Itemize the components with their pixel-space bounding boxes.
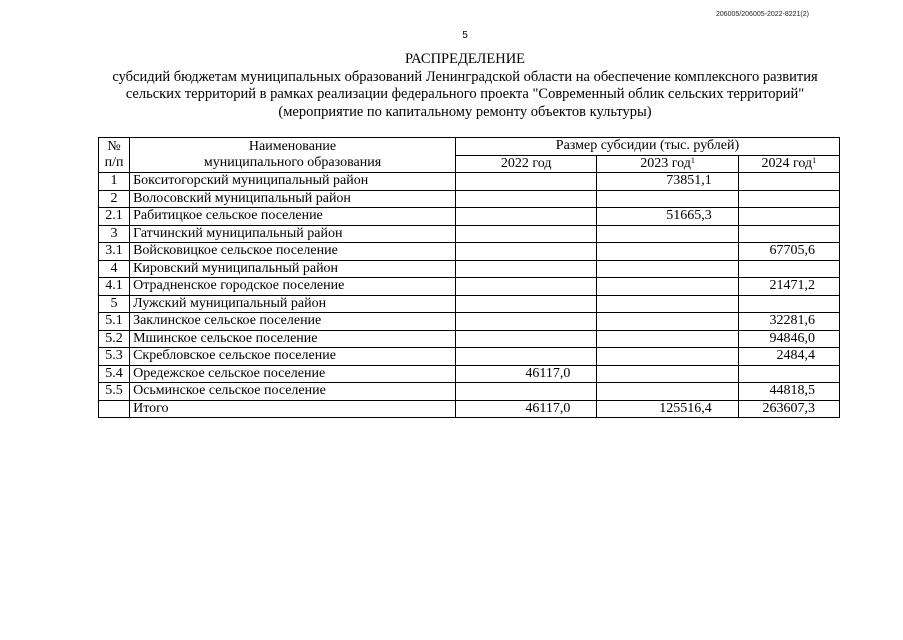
row-number: 4 xyxy=(99,260,130,278)
value-2023 xyxy=(597,260,738,278)
subtitle-line-3: (мероприятие по капитальному ремонту объектов культуры) xyxy=(278,103,652,120)
value-2022 xyxy=(455,225,596,243)
subsidy-table xyxy=(98,137,840,418)
table-row xyxy=(99,260,840,278)
table-row xyxy=(99,190,840,208)
value-2024: 44818,5 xyxy=(738,383,839,401)
value-2023 xyxy=(597,348,738,366)
row-name: Гатчинский муниципальный район xyxy=(130,225,456,243)
header-number xyxy=(99,138,130,173)
row-number: 5 xyxy=(99,295,130,313)
row-name: Оредежское сельское поселение xyxy=(130,365,456,383)
value-2024 xyxy=(738,173,839,191)
header-year-label: 2022 год xyxy=(500,155,552,171)
value-2022 xyxy=(455,243,596,261)
subtitle-line-1: субсидий бюджетам муниципальных образований Ленинградской области на обеспечение комплексного развития xyxy=(112,68,818,85)
header-number-line1: № xyxy=(107,139,121,154)
row-number: 2.1 xyxy=(99,208,130,226)
row-number: 4.1 xyxy=(99,278,130,296)
value-2023 xyxy=(597,295,738,313)
header-name-line1: Наименование xyxy=(248,139,337,154)
table-row xyxy=(99,348,840,366)
total-row xyxy=(99,400,840,418)
value-2023 xyxy=(597,383,738,401)
document-code: 206005/206005-2022-8221(2) xyxy=(715,11,809,18)
value-2024 xyxy=(738,365,839,383)
row-number: 2 xyxy=(99,190,130,208)
row-number: 5.2 xyxy=(99,330,130,348)
table-row xyxy=(99,173,840,191)
value-2024 xyxy=(738,190,839,208)
footnote-mark: 1 xyxy=(812,155,817,165)
table-row xyxy=(99,243,840,261)
value-2024: 263607,3 xyxy=(738,400,839,418)
value-2022 xyxy=(455,190,596,208)
header-year-label: 2023 год xyxy=(640,155,691,171)
value-2023 xyxy=(597,225,738,243)
value-2022 xyxy=(455,383,596,401)
table-row xyxy=(99,295,840,313)
row-number: 5.1 xyxy=(99,313,130,331)
value-2022 xyxy=(455,260,596,278)
row-name: Лужский муниципальный район xyxy=(130,295,456,313)
row-name: Итого xyxy=(130,400,456,418)
row-number: 5.3 xyxy=(99,348,130,366)
value-2024: 67705,6 xyxy=(738,243,839,261)
value-2024 xyxy=(738,260,839,278)
value-2023: 73851,1 xyxy=(597,173,738,191)
value-2023 xyxy=(597,330,738,348)
value-2023 xyxy=(597,278,738,296)
value-2023: 51665,3 xyxy=(597,208,738,226)
value-2024: 32281,6 xyxy=(738,313,839,331)
value-2022: 46117,0 xyxy=(455,365,596,383)
value-2022 xyxy=(455,348,596,366)
table-row xyxy=(99,225,840,243)
table-row xyxy=(99,330,840,348)
header-subsidy: Размер субсидии (тыс. рублей) xyxy=(455,138,839,156)
row-number: 1 xyxy=(99,173,130,191)
row-name: Заклинское сельское поселение xyxy=(130,313,456,331)
value-2024 xyxy=(738,295,839,313)
header-name xyxy=(130,138,456,173)
value-2024: 2484,4 xyxy=(738,348,839,366)
row-number: 5.5 xyxy=(99,383,130,401)
row-name: Скребловское сельское поселение xyxy=(130,348,456,366)
row-name: Мшинское сельское поселение xyxy=(130,330,456,348)
page-number: 5 xyxy=(462,30,468,41)
value-2023 xyxy=(597,190,738,208)
value-2023: 125516,4 xyxy=(597,400,738,418)
table-body xyxy=(99,173,840,418)
header-year-2022 xyxy=(455,155,596,173)
header-name-line2: муниципального образования xyxy=(203,155,382,170)
header-year-label: 2024 год xyxy=(761,155,813,171)
header-year-2023 xyxy=(597,155,738,173)
row-name: Отрадненское городское поселение xyxy=(130,278,456,296)
value-2023 xyxy=(597,313,738,331)
footnote-mark: 1 xyxy=(690,155,695,165)
table-row xyxy=(99,383,840,401)
value-2024 xyxy=(738,208,839,226)
row-name: Волосовский муниципальный район xyxy=(130,190,456,208)
table-row xyxy=(99,278,840,296)
row-number: 3.1 xyxy=(99,243,130,261)
value-2024 xyxy=(738,225,839,243)
document-heading xyxy=(90,51,840,121)
row-number xyxy=(99,400,130,418)
row-name: Войсковицкое сельское поселение xyxy=(130,243,456,261)
table-header-row xyxy=(99,138,840,156)
value-2022 xyxy=(455,295,596,313)
value-2023 xyxy=(597,243,738,261)
value-2023 xyxy=(597,365,738,383)
value-2024: 94846,0 xyxy=(738,330,839,348)
row-number: 5.4 xyxy=(99,365,130,383)
header-number-line2: п/п xyxy=(104,155,124,170)
row-name: Осьминское сельское поселение xyxy=(130,383,456,401)
table-row xyxy=(99,365,840,383)
table-row xyxy=(99,208,840,226)
value-2022 xyxy=(455,330,596,348)
header-year-2024 xyxy=(738,155,839,173)
row-name: Кировский муниципальный район xyxy=(130,260,456,278)
value-2022 xyxy=(455,278,596,296)
table-row xyxy=(99,313,840,331)
row-number: 3 xyxy=(99,225,130,243)
document-title: РАСПРЕДЕЛЕНИЕ xyxy=(404,51,526,67)
value-2022: 46117,0 xyxy=(455,400,596,418)
subtitle-line-2: сельских территорий в рамках реализации федерального проекта "Современный облик сельских территорий" xyxy=(125,86,805,102)
row-name: Рабитицкое сельское поселение xyxy=(130,208,456,226)
value-2022 xyxy=(455,313,596,331)
value-2022 xyxy=(455,208,596,226)
value-2024: 21471,2 xyxy=(738,278,839,296)
row-name: Бокситогорский муниципальный район xyxy=(130,173,456,191)
value-2022 xyxy=(455,173,596,191)
